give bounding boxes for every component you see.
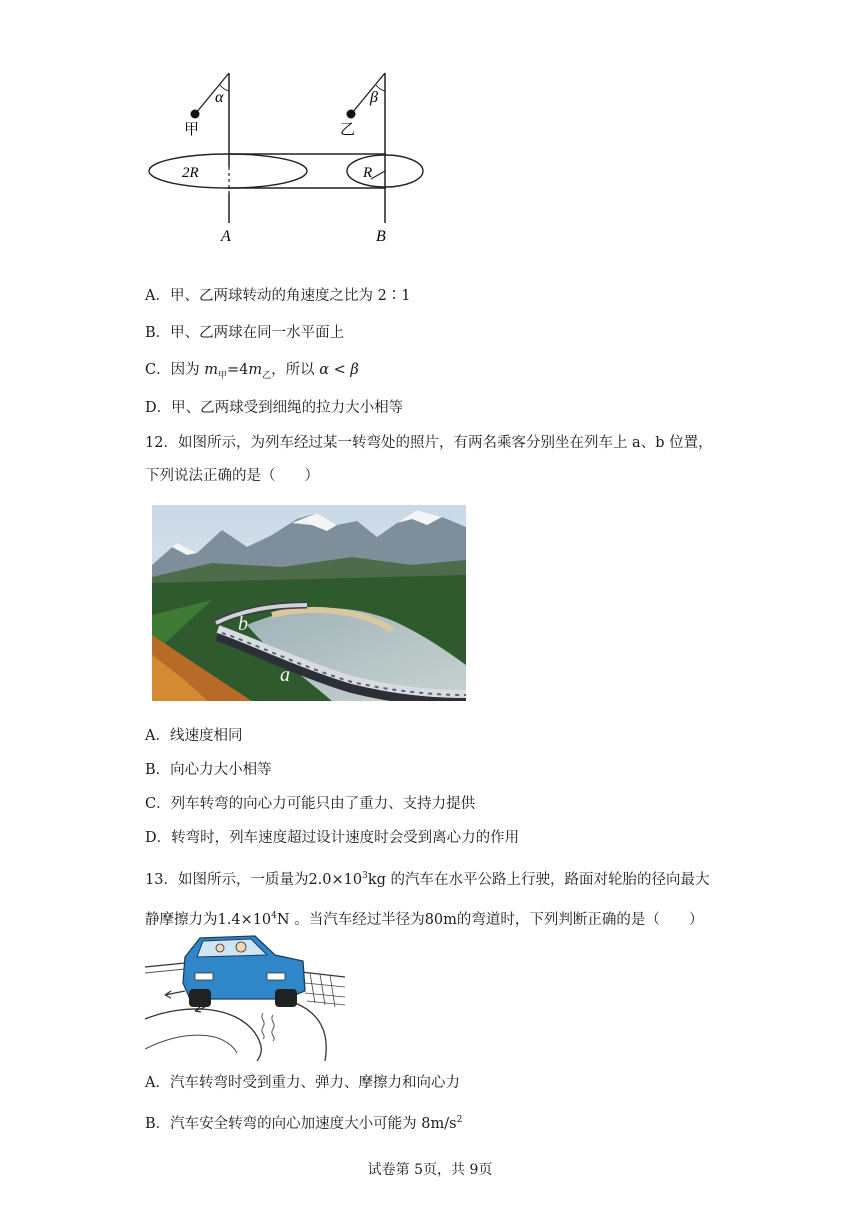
q12-stem-line2: 下列说法正确的是（ ）: [145, 468, 319, 484]
pendulum-figure: [140, 65, 440, 250]
radius-2r-label: 2R: [182, 165, 199, 181]
car-illustration: [145, 933, 345, 1061]
q13-option-b: [145, 1110, 462, 1134]
q13-radius: 80m: [424, 911, 457, 928]
q11-c-m1: m: [204, 362, 218, 378]
q11-c-sub2: 乙: [262, 370, 272, 381]
q13-force-unit: N 。当汽车经过半径为: [276, 911, 425, 928]
jia-label: 甲: [184, 122, 200, 138]
train-photo: [152, 505, 466, 701]
q13-option-b-exp: 2: [456, 1115, 463, 1125]
axis-b-label: B: [376, 228, 386, 245]
angle-alpha-label: α: [215, 89, 224, 106]
q11-option-c: [145, 360, 359, 386]
angle-beta-label: β: [370, 89, 378, 106]
q13-mass-exp: 3: [362, 871, 368, 881]
yi-label: 乙: [340, 122, 356, 138]
radius-r-label: R: [363, 165, 373, 181]
q12-option-b: B．向心力大小相等: [145, 762, 272, 778]
q13-force-exp: 4: [271, 911, 277, 921]
q11-c-eq: =4: [226, 362, 249, 378]
q12-option-d: D．转弯时，列车速度超过设计速度时会受到离心力的作用: [145, 830, 520, 846]
q11-c-relation: α < β: [319, 362, 359, 378]
axis-a-label: A: [221, 228, 231, 245]
q11-c-mid: ，所以: [271, 362, 315, 378]
q13-mass: 2.0×10: [308, 871, 363, 888]
q13-stem-line1: [145, 866, 710, 890]
pendulum-diagram: [140, 65, 440, 250]
q13-option-b-text: B．汽车安全转弯的向心加速度大小可能为 8m/s: [145, 1115, 457, 1132]
q12-stem-line1: 12．如图所示，为列车经过某一转弯处的照片，有两名乘客分别坐在列车上 a、b 位置，: [145, 435, 713, 451]
q13-force: 1.4×10: [217, 911, 272, 928]
q13-stem-pre: 13．如图所示，一质量为: [145, 871, 309, 888]
q13-stem2-pre: 静摩擦力为: [145, 911, 218, 928]
q11-c-sub1: 甲: [217, 370, 227, 381]
q11-option-a: A．甲、乙两球转动的角速度之比为 2∶1: [145, 288, 411, 304]
car-figure: [145, 933, 345, 1061]
photo-label-b: b: [238, 613, 248, 635]
q11-c-prefix: C．因为: [145, 362, 200, 378]
train-photo-illustration: [152, 505, 466, 701]
q13-option-a: A．汽车转弯时受到重力、弹力、摩擦力和向心力: [145, 1075, 460, 1091]
q13-mass-unit: kg 的汽车在水平公路上行驶，路面对轮胎的径向最大: [367, 871, 710, 888]
q12-option-c: C．列车转弯的向心力可能只由了重力、支持力提供: [145, 796, 476, 812]
q11-option-b: B．甲、乙两球在同一水平面上: [145, 325, 345, 341]
q11-c-m2: m: [248, 362, 263, 378]
page-footer: 试卷第 5页，共 9页: [367, 1162, 493, 1178]
photo-label-a: a: [280, 664, 290, 686]
ball-jia: [191, 110, 200, 119]
ball-yi: [347, 110, 356, 119]
q12-option-a: A．线速度相同: [145, 728, 243, 744]
q13-stem2-post: 的弯道时，下列判断正确的是（ ）: [456, 911, 704, 928]
q13-stem-line2: [145, 906, 703, 930]
q11-option-d: D．甲、乙两球受到细绳的拉力大小相等: [145, 400, 404, 416]
